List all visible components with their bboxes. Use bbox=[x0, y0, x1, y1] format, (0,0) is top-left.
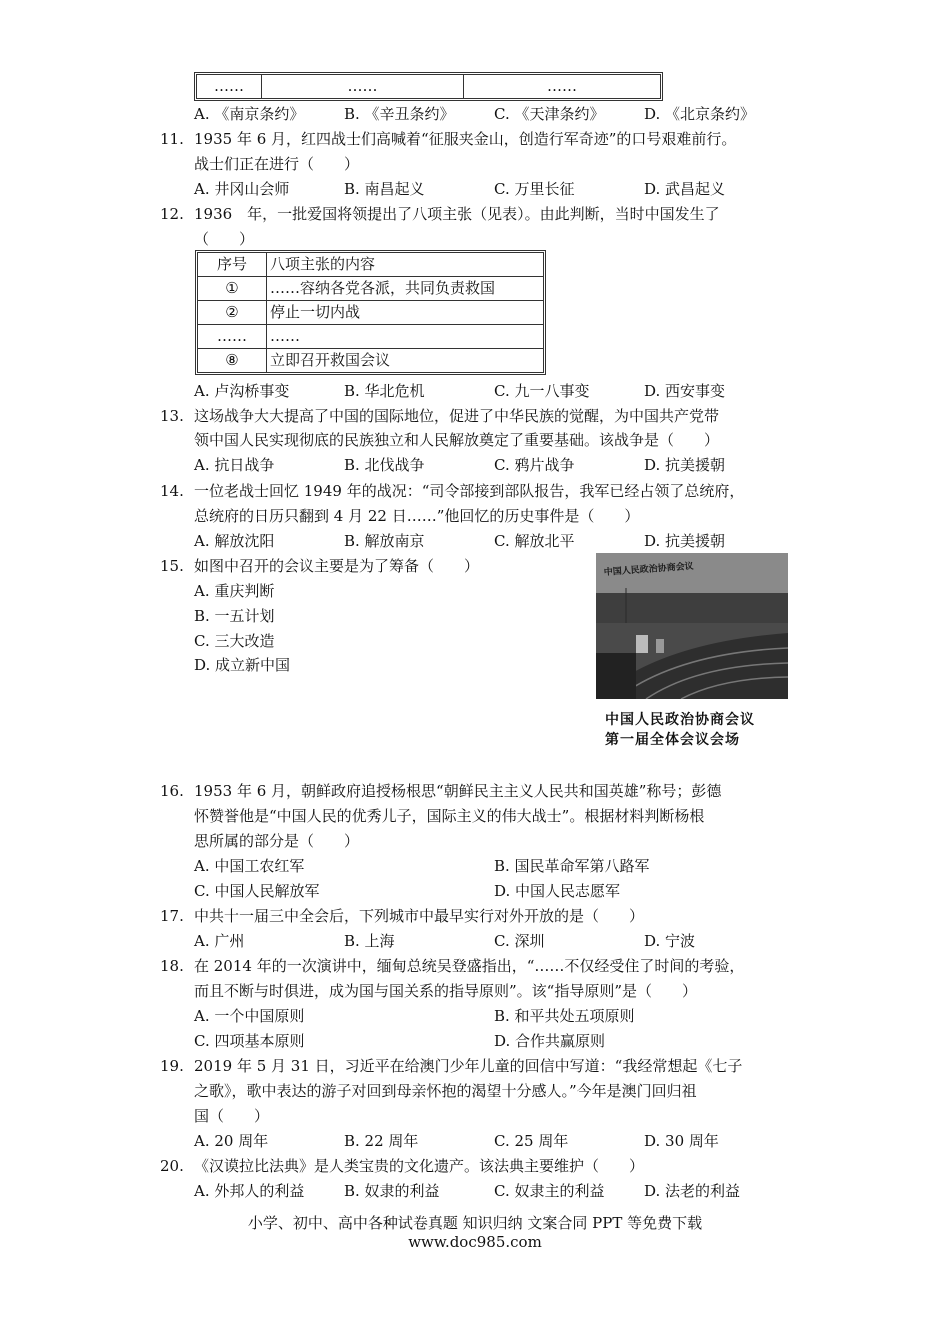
footer-website-link[interactable]: www.doc985.com bbox=[408, 1233, 542, 1251]
photo-banner-text: 中国人民政治协商会议 bbox=[603, 561, 695, 578]
q16-options-row2 bbox=[0, 880, 950, 902]
question-number: 11. bbox=[160, 130, 184, 148]
option-b: B. 国民革命军第八路军 bbox=[494, 857, 650, 875]
option-b: B. 和平共处五项原则 bbox=[494, 1007, 635, 1025]
question-text: 1953 年 6 月，朝鲜政府追授杨根思“朝鲜民主主义人民共和国英雄”称号；彭德 bbox=[194, 782, 722, 800]
table-row bbox=[197, 75, 661, 99]
question-text: 领中国人民实现彻底的民族独立和人民解放奠定了重要基础。该战争是（ ） bbox=[194, 431, 720, 449]
question-number: 12. bbox=[160, 205, 184, 223]
option-a: A. 外邦人的利益 bbox=[194, 1182, 305, 1200]
q12-options bbox=[0, 380, 950, 402]
conference-hall-illustration bbox=[596, 553, 788, 699]
option-c: C. 深圳 bbox=[494, 932, 545, 950]
eight-points-table bbox=[197, 252, 544, 373]
option-d: D. 武昌起义 bbox=[644, 180, 726, 198]
table-cell: 立即召开救国会议 bbox=[267, 349, 544, 373]
option-a: A. 一个中国原则 bbox=[194, 1007, 305, 1025]
table-cell: …… bbox=[267, 325, 544, 349]
option-b: B. 南昌起义 bbox=[344, 180, 425, 198]
q17-options bbox=[0, 930, 950, 952]
table-cell: …… bbox=[197, 75, 262, 99]
option-b: B. 22 周年 bbox=[344, 1132, 419, 1150]
table-row bbox=[198, 325, 544, 349]
question-text: 《汉谟拉比法典》是人类宝贵的文化遗产。该法典主要维护（ ） bbox=[194, 1157, 645, 1175]
question-20 bbox=[0, 1155, 950, 1177]
question-11 bbox=[0, 128, 950, 150]
question-text: 1935 年 6 月，红四战士们高喊着“征服夹金山，创造行军奇迹”的口号艰难前行。 bbox=[194, 130, 737, 148]
question-text: 国（ ） bbox=[194, 1107, 270, 1125]
question-text: 1936 年，一批爱国将领提出了八项主张（见表）。由此判断，当时中国发生了 bbox=[194, 205, 720, 223]
question-text: 一位老战士回忆 1949 年的战况：“司令部接到部队报告，我军已经占领了总统府， bbox=[194, 482, 745, 500]
question-text: （ ） bbox=[194, 230, 255, 248]
table-cell: ⑧ bbox=[198, 349, 267, 373]
question-12 bbox=[0, 203, 950, 225]
option-c: C. 三大改造 bbox=[194, 632, 275, 650]
table-cell: ① bbox=[198, 277, 267, 301]
q18-options-row2 bbox=[0, 1030, 950, 1052]
q19-options bbox=[0, 1130, 950, 1152]
question-number: 20. bbox=[160, 1157, 184, 1175]
option-c: C. 《天津条约》 bbox=[494, 105, 605, 123]
q10-options bbox=[0, 103, 950, 125]
question-text: 思所属的部分是（ ） bbox=[194, 832, 360, 850]
question-text: 这场战争大大提高了中国的国际地位，促进了中华民族的觉醒，为中国共产党带 bbox=[194, 407, 720, 425]
option-b: B. 华北危机 bbox=[344, 382, 425, 400]
question-number: 15. bbox=[160, 557, 184, 575]
option-b: B. 解放南京 bbox=[344, 532, 425, 550]
q18-options-row1 bbox=[0, 1005, 950, 1027]
question-number: 13. bbox=[160, 407, 184, 425]
option-d: D. 西安事变 bbox=[644, 382, 726, 400]
option-b: B. 北伐战争 bbox=[344, 456, 425, 474]
question-text: 2019 年 5 月 31 日，习近平在给澳门少年儿童的回信中写道：“我经常想起《七子 bbox=[194, 1057, 743, 1075]
photo-caption-line2: 第一届全体会议会场 bbox=[605, 732, 740, 748]
question-text: 在 2014 年的一次演讲中，缅甸总统吴登盛指出，“……不仅经受住了时间的考验， bbox=[194, 957, 745, 975]
option-c: C. 鸦片战争 bbox=[494, 456, 575, 474]
q13-options bbox=[0, 454, 950, 476]
question-number: 17. bbox=[160, 907, 184, 925]
question-number: 16. bbox=[160, 782, 184, 800]
option-b: B. 奴隶的利益 bbox=[344, 1182, 440, 1200]
photo-caption-line1: 中国人民政治协商会议 bbox=[605, 712, 755, 728]
question-number: 14. bbox=[160, 482, 184, 500]
option-d: D. 中国人民志愿军 bbox=[494, 882, 621, 900]
header-cell: 序号 bbox=[198, 253, 267, 277]
top-table bbox=[196, 74, 661, 99]
question-13 bbox=[0, 405, 950, 427]
question-text: 战士们正在进行（ ） bbox=[194, 155, 360, 173]
option-a: A. 抗日战争 bbox=[194, 456, 275, 474]
table-row bbox=[198, 349, 544, 373]
option-a: A. 卢沟桥事变 bbox=[194, 382, 290, 400]
option-a: A. 20 周年 bbox=[194, 1132, 269, 1150]
table-cell: …… bbox=[262, 75, 464, 99]
question-text: 总统府的日历只翻到 4 月 22 日……”他回忆的历史事件是（ ） bbox=[194, 507, 640, 525]
question-text: 之歌》，歌中表达的游子对回到母亲怀抱的渴望十分感人。”今年是澳门回归祖 bbox=[194, 1082, 697, 1100]
option-c: C. 九一八事变 bbox=[494, 382, 590, 400]
table-cell: ② bbox=[198, 301, 267, 325]
option-d: D. 法老的利益 bbox=[644, 1182, 741, 1200]
option-a: A. 解放沈阳 bbox=[194, 532, 275, 550]
question-text: 中共十一届三中全会后，下列城市中最早实行对外开放的是（ ） bbox=[194, 907, 645, 925]
table-cell: 停止一切内战 bbox=[267, 301, 544, 325]
option-b: B. 一五计划 bbox=[194, 607, 275, 625]
option-c: C. 四项基本原则 bbox=[194, 1032, 305, 1050]
option-d: D. 宁波 bbox=[644, 932, 696, 950]
question-16 bbox=[0, 780, 950, 802]
q20-options bbox=[0, 1180, 950, 1202]
question-19 bbox=[0, 1055, 950, 1077]
option-c: C. 解放北平 bbox=[494, 532, 575, 550]
option-b: B. 上海 bbox=[344, 932, 395, 950]
q11-options bbox=[0, 178, 950, 200]
q14-options bbox=[0, 530, 950, 552]
option-a: A. 中国工农红军 bbox=[194, 857, 305, 875]
conference-hall-photo bbox=[596, 553, 788, 699]
table-row bbox=[198, 277, 544, 301]
question-text: 怀赞誉他是“中国人民的优秀儿子，国际主义的伟大战士”。根据材料判断杨根 bbox=[194, 807, 705, 825]
question-text: 而且不断与时俱进，成为国与国关系的指导原则”。该“指导原则”是（ ） bbox=[194, 982, 698, 1000]
option-c: C. 25 周年 bbox=[494, 1132, 569, 1150]
question-18 bbox=[0, 955, 950, 977]
option-d: D. 抗美援朝 bbox=[644, 456, 726, 474]
option-a: A. 重庆判断 bbox=[194, 582, 275, 600]
table-header-row bbox=[198, 253, 544, 277]
table-cell: …… bbox=[464, 75, 661, 99]
option-d: D. 合作共赢原则 bbox=[494, 1032, 606, 1050]
option-c: C. 万里长征 bbox=[494, 180, 575, 198]
question-number: 18. bbox=[160, 957, 184, 975]
header-cell: 八项主张的内容 bbox=[267, 253, 544, 277]
option-d: D. 30 周年 bbox=[644, 1132, 719, 1150]
option-c: C. 奴隶主的利益 bbox=[494, 1182, 605, 1200]
q16-options-row1 bbox=[0, 855, 950, 877]
question-number: 19. bbox=[160, 1057, 184, 1075]
option-a: A. 井冈山会师 bbox=[194, 180, 290, 198]
option-a: A. 广州 bbox=[194, 932, 245, 950]
footer-promo-text: 小学、初中、高中各种试卷真题 知识归纳 文案合同 PPT 等免费下载 bbox=[247, 1214, 703, 1232]
question-14 bbox=[0, 480, 950, 502]
question-text: 如图中召开的会议主要是为了筹备（ ） bbox=[194, 557, 480, 575]
option-c: C. 中国人民解放军 bbox=[194, 882, 320, 900]
table-cell: ……容纳各党各派，共同负责救国 bbox=[267, 277, 544, 301]
question-17 bbox=[0, 905, 950, 927]
table-cell: …… bbox=[198, 325, 267, 349]
option-d: D. 抗美援朝 bbox=[644, 532, 726, 550]
option-d: D. 《北京条约》 bbox=[644, 105, 756, 123]
option-b: B. 《辛丑条约》 bbox=[344, 105, 455, 123]
option-a: A. 《南京条约》 bbox=[194, 105, 305, 123]
option-d: D. 成立新中国 bbox=[194, 656, 291, 674]
table-row bbox=[198, 301, 544, 325]
question-15 bbox=[0, 555, 580, 577]
